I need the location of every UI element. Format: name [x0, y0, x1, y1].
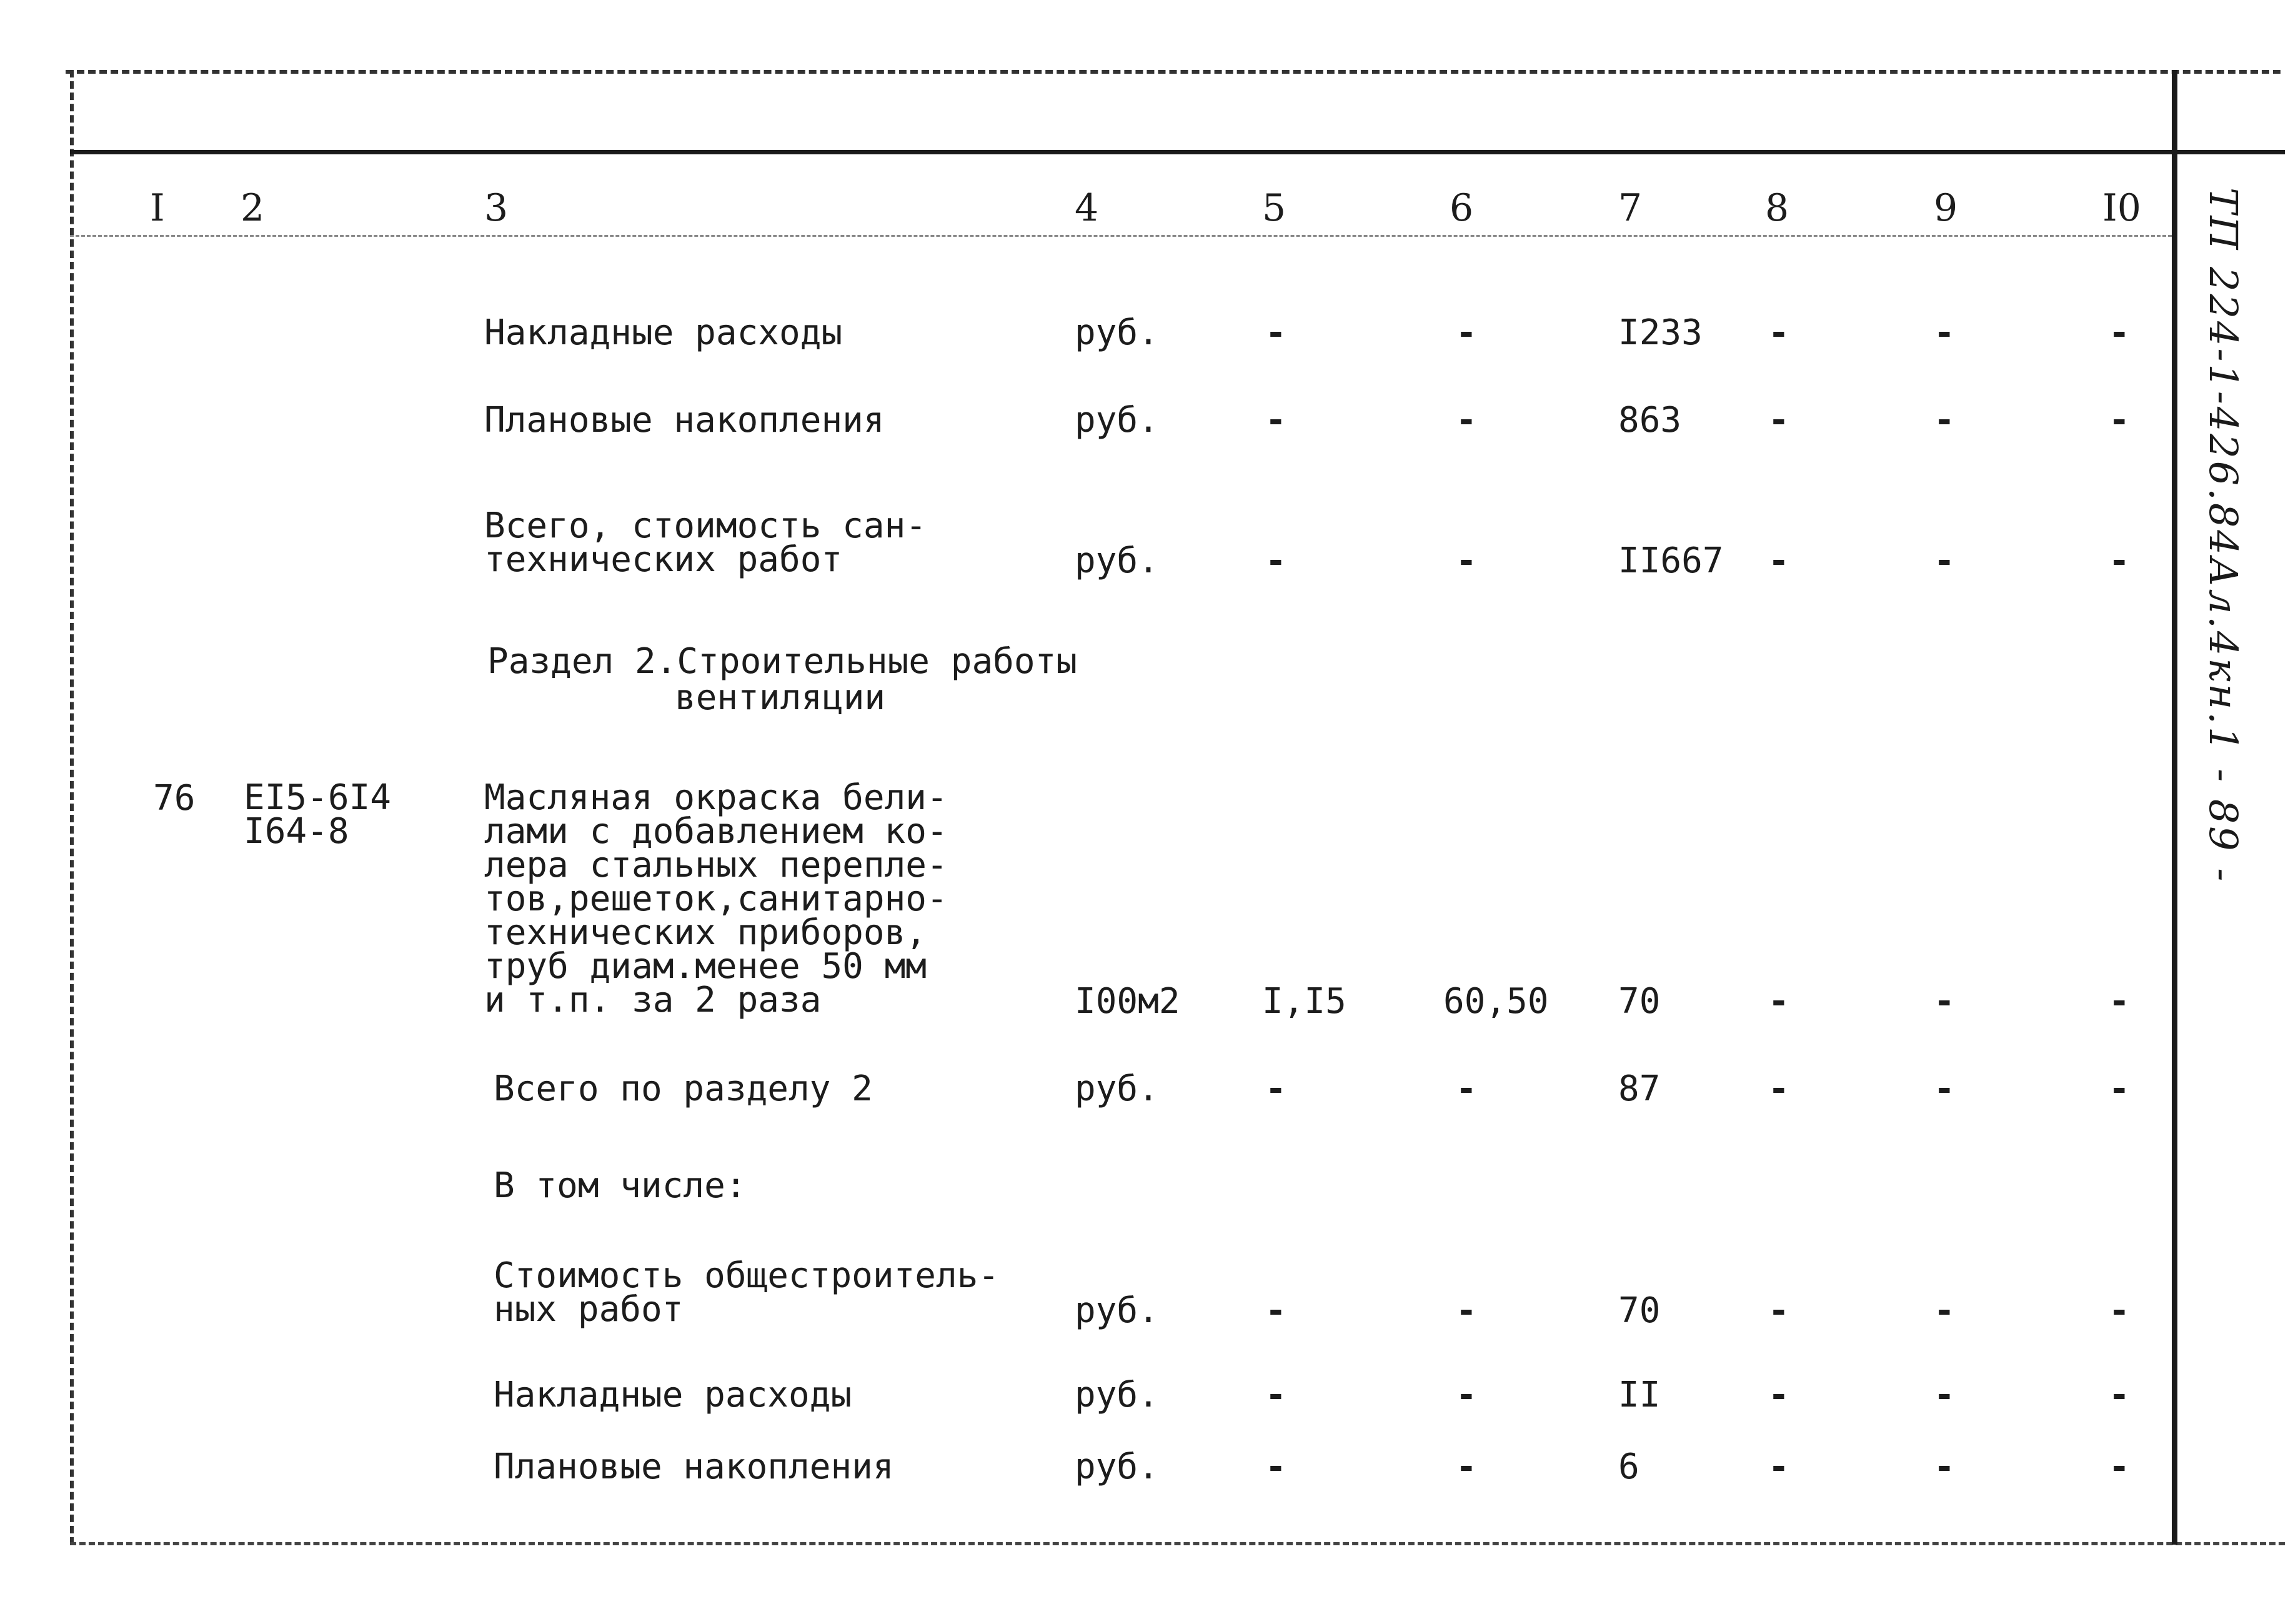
- row-7-c8: -: [1768, 1447, 1789, 1487]
- row-4-c6: -: [1456, 1069, 1477, 1109]
- row-6-c9: -: [1934, 1375, 1955, 1415]
- row-2-c5: -: [1265, 541, 1286, 581]
- row-3-c6: 60,50: [1443, 981, 1549, 1022]
- row-7-c10: -: [2109, 1447, 2130, 1487]
- subheading: В том числе:: [494, 1165, 747, 1206]
- row-3-c9: -: [1934, 981, 1955, 1022]
- row-4-c5: -: [1265, 1069, 1286, 1109]
- header-top-rule: [70, 150, 2285, 154]
- row-6-c8: -: [1768, 1375, 1789, 1415]
- row-3-c8: -: [1768, 981, 1789, 1022]
- row-7-c7: 6: [1618, 1447, 1639, 1487]
- header-col-3: 3: [484, 186, 509, 230]
- header-col-1: I: [150, 186, 165, 230]
- row-3-c10: -: [2109, 981, 2130, 1022]
- frame-bottom-border: [70, 1542, 2285, 1545]
- row-2-unit: руб.: [1075, 541, 1159, 581]
- row-6-unit: руб.: [1075, 1375, 1159, 1415]
- row-0-c7: I233: [1618, 312, 1703, 353]
- row-2-c7: II667: [1618, 541, 1724, 581]
- row-3-code-line-2: I64-8: [244, 811, 349, 852]
- row-4-c10: -: [2109, 1069, 2130, 1109]
- row-1-desc: Плановые накопления: [484, 400, 885, 441]
- row-1-c9: -: [1934, 400, 1955, 441]
- row-1-c8: -: [1768, 400, 1789, 441]
- row-3-unit: I00м2: [1075, 981, 1180, 1022]
- row-0-c5: -: [1265, 312, 1286, 353]
- row-4-c8: -: [1768, 1069, 1789, 1109]
- row-3-desc-line-2: лами с добавлением ко-: [484, 811, 948, 852]
- row-6-c6: -: [1456, 1375, 1477, 1415]
- row-7-c6: -: [1456, 1447, 1477, 1487]
- header-col-9: 9: [1934, 186, 1958, 230]
- row-1-c5: -: [1265, 400, 1286, 441]
- header-col-8: 8: [1765, 186, 1789, 230]
- row-4-c7: 87: [1618, 1069, 1661, 1109]
- row-3-desc-line-5: технических приборов,: [484, 912, 927, 953]
- row-0-c9: -: [1934, 312, 1955, 353]
- row-6-c5: -: [1265, 1375, 1286, 1415]
- row-2-desc-line-2: технических работ: [484, 539, 843, 580]
- row-6-c10: -: [2109, 1375, 2130, 1415]
- row-2-c9: -: [1934, 541, 1955, 581]
- row-1-c6: -: [1456, 400, 1477, 441]
- row-4-c9: -: [1934, 1069, 1955, 1109]
- frame-right-border: [2172, 70, 2177, 1545]
- row-5-c8: -: [1768, 1290, 1789, 1331]
- header-col-5: 5: [1262, 186, 1286, 230]
- section-title-line-2: вентиляции: [675, 677, 886, 718]
- row-4-unit: руб.: [1075, 1069, 1159, 1109]
- row-0-unit: руб.: [1075, 312, 1159, 353]
- row-3-desc: [484, 777, 1047, 1020]
- row-7-c5: -: [1265, 1447, 1286, 1487]
- row-5-desc: [494, 1255, 1056, 1330]
- section-title-line-1: Раздел 2.Строительные работы: [487, 641, 1078, 682]
- row-3-c5: I,I5: [1262, 981, 1346, 1022]
- row-3-desc-line-4: тов,решеток,санитарно-: [484, 879, 948, 919]
- row-5-c6: -: [1456, 1290, 1477, 1331]
- header-col-2: 2: [241, 186, 265, 230]
- row-3-desc-line-1: Масляная окраска бели-: [484, 777, 948, 818]
- row-3-c7: 70: [1618, 981, 1661, 1022]
- row-2-c8: -: [1768, 541, 1789, 581]
- row-5-c5: -: [1265, 1290, 1286, 1331]
- row-2-c10: -: [2109, 541, 2130, 581]
- row-3-desc-line-7: и т.п. за 2 раза: [484, 980, 822, 1020]
- row-5-c10: -: [2109, 1290, 2130, 1331]
- row-7-unit: руб.: [1075, 1447, 1159, 1487]
- header-col-6: 6: [1450, 186, 1474, 230]
- row-1-unit: руб.: [1075, 400, 1159, 441]
- frame-left-border: [70, 70, 74, 1545]
- header-col-4: 4: [1075, 186, 1099, 230]
- row-5-c9: -: [1934, 1290, 1955, 1331]
- document-code: ТП 224-1-426.84Ал.4кн.1 - 89 -: [2201, 187, 2246, 884]
- row-0-c8: -: [1768, 312, 1789, 353]
- row-0-c10: -: [2109, 312, 2130, 353]
- row-5-desc-line-1: Стоимость общестроитель-: [494, 1255, 1000, 1296]
- header-col-7: 7: [1618, 186, 1643, 230]
- frame-top-border: [66, 70, 2281, 74]
- row-1-c10: -: [2109, 400, 2130, 441]
- row-5-c7: 70: [1618, 1290, 1661, 1331]
- row-3-num: 76: [153, 778, 196, 819]
- row-6-c7: II: [1618, 1375, 1661, 1415]
- row-0-desc: Накладные расходы: [484, 312, 843, 353]
- row-1-c7: 863: [1618, 400, 1682, 441]
- header-col-10: I0: [2102, 186, 2141, 230]
- row-3-code: [244, 777, 431, 852]
- row-7-desc: Плановые накопления: [494, 1447, 894, 1487]
- header-bottom-rule: [70, 235, 2172, 237]
- row-2-desc-line-1: Всего, стоимость сан-: [484, 506, 927, 546]
- row-4-desc: Всего по разделу 2: [494, 1069, 873, 1109]
- row-7-c9: -: [1934, 1447, 1955, 1487]
- row-5-unit: руб.: [1075, 1290, 1159, 1331]
- row-2-desc: [484, 506, 1047, 580]
- row-3-desc-line-6: труб диам.менее 50 мм: [484, 946, 927, 987]
- row-5-desc-line-2: ных работ: [494, 1289, 684, 1330]
- row-0-c6: -: [1456, 312, 1477, 353]
- row-3-desc-line-3: лера стальных перепле-: [484, 845, 948, 885]
- row-6-desc: Накладные расходы: [494, 1375, 852, 1415]
- row-2-c6: -: [1456, 541, 1477, 581]
- row-3-code-line-1: EI5-6I4: [244, 777, 392, 818]
- section-title: [487, 641, 1078, 718]
